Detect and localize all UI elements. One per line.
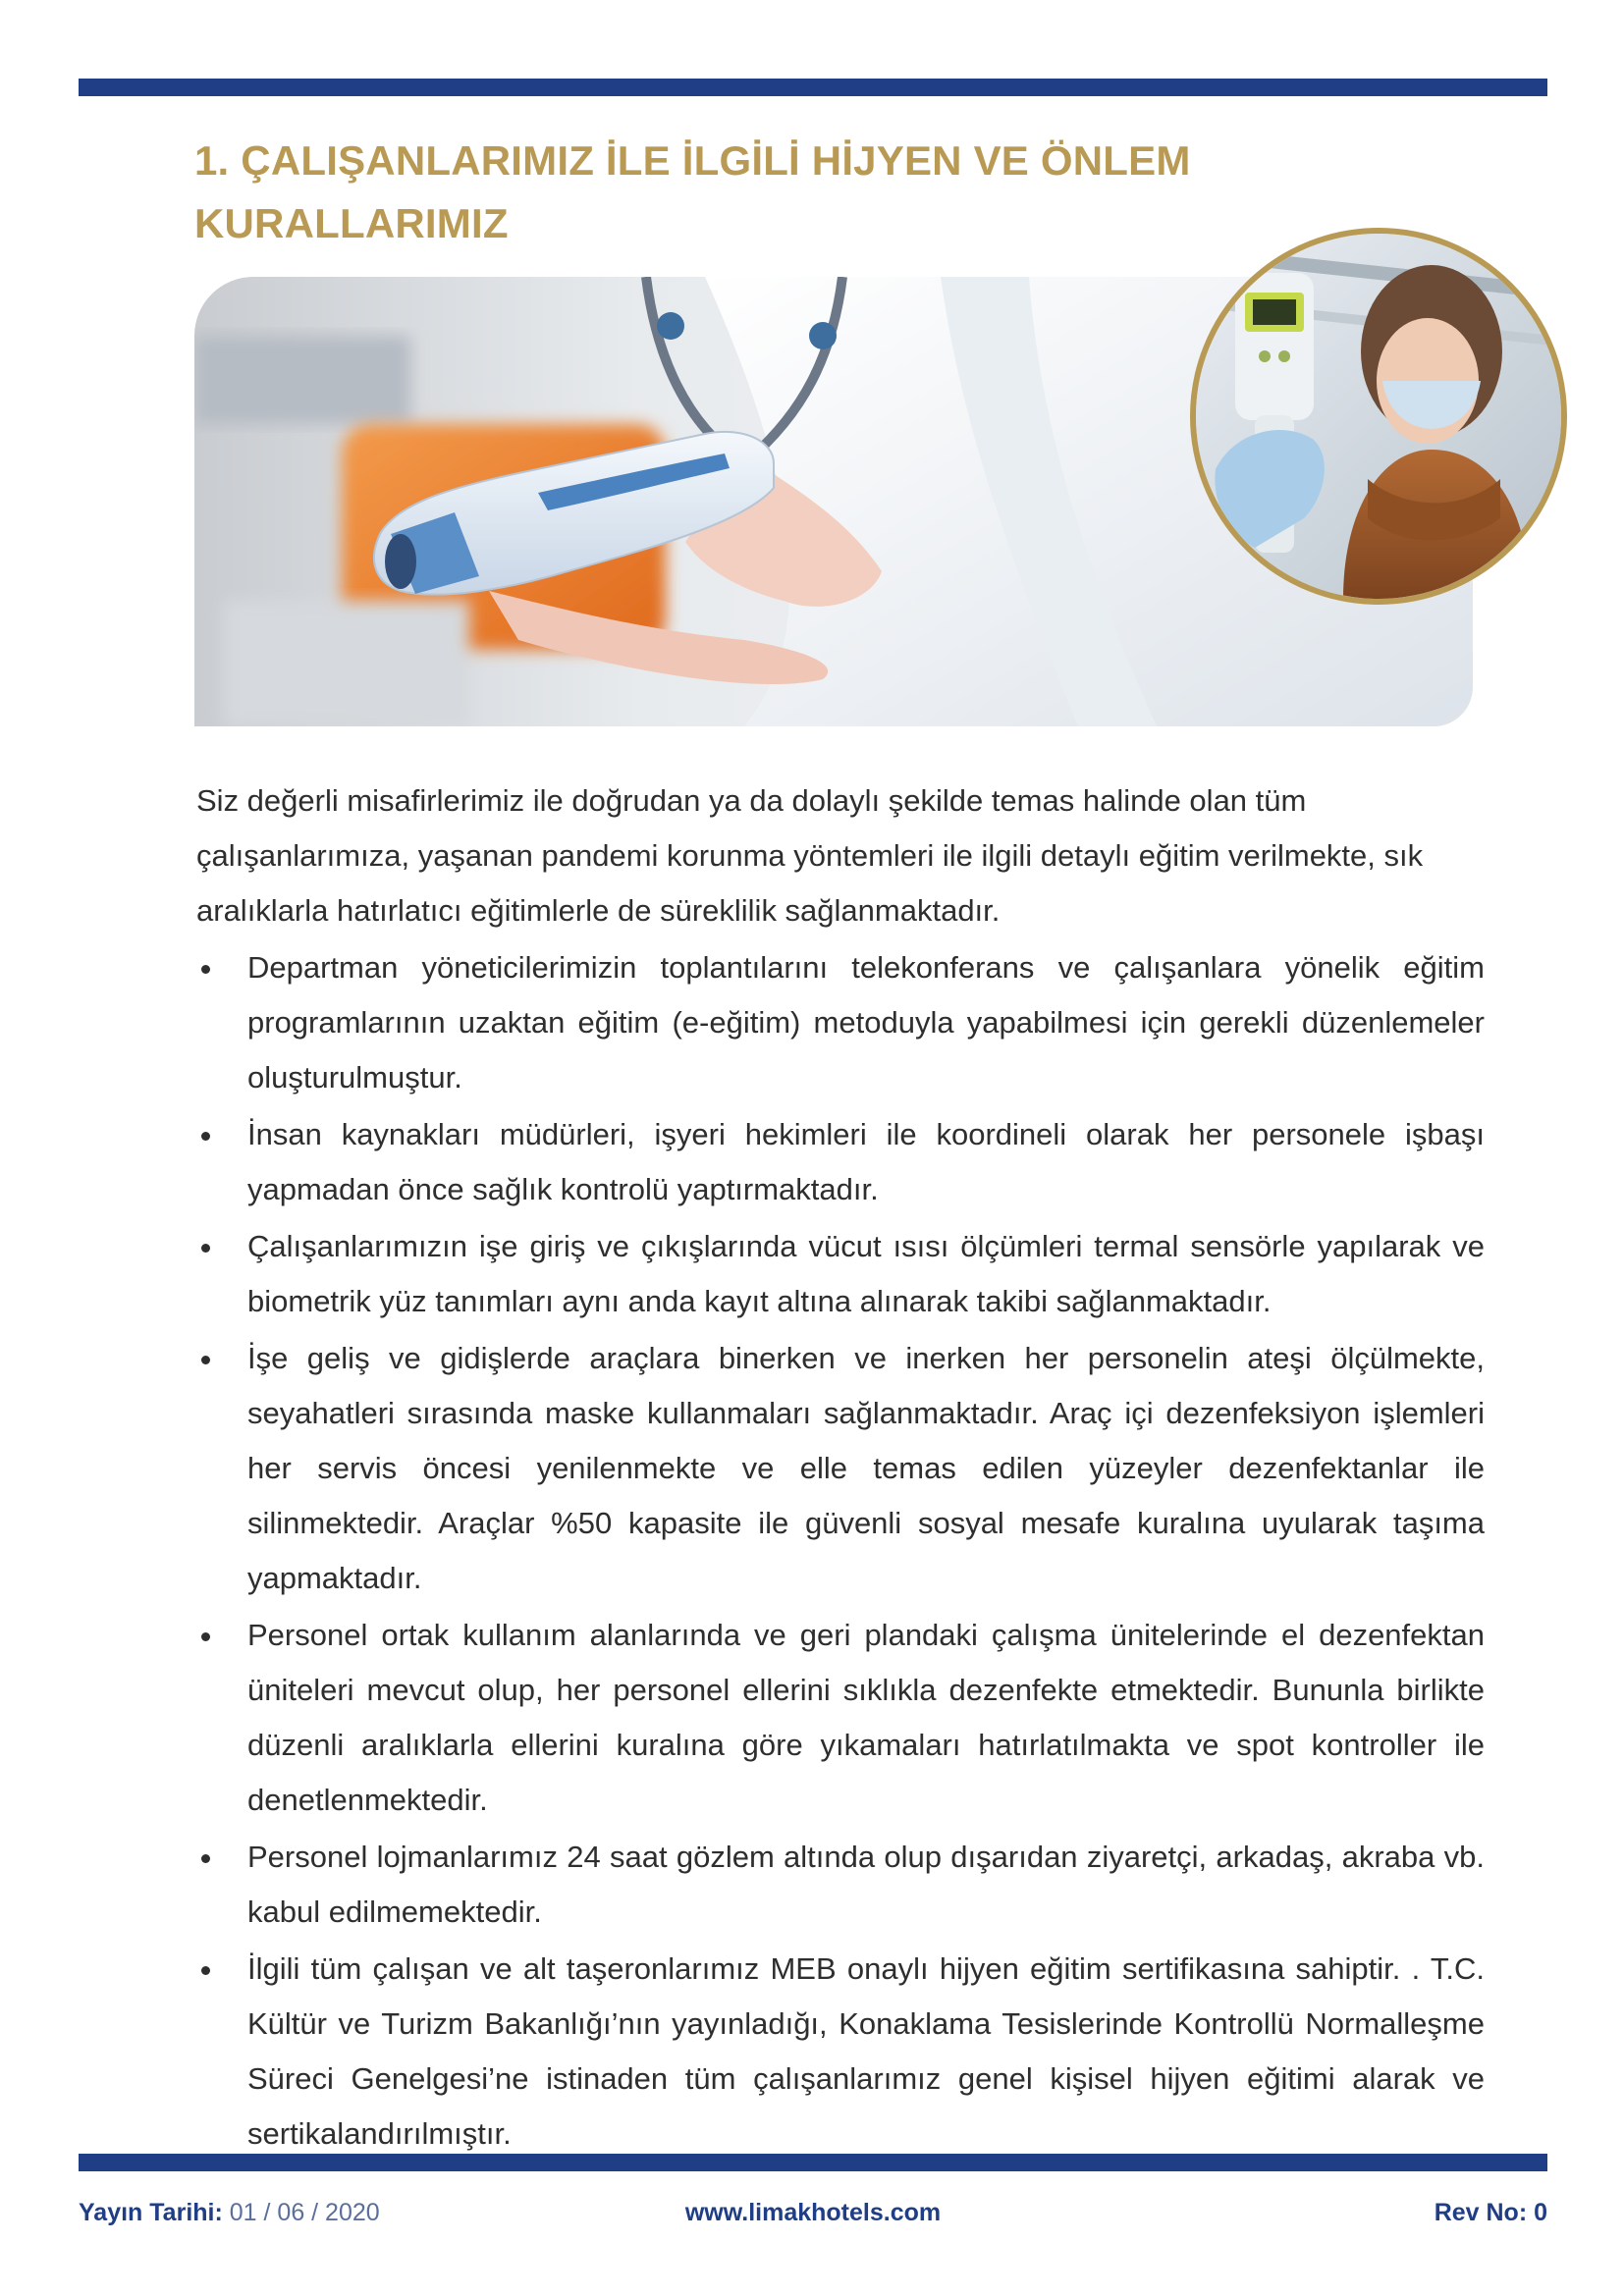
list-item-text: Personel lojmanlarımız 24 saat gözlem altında olup dışarıdan ziyaretçi, arkadaş, akraba vb. kabul edilmemektedir. [247,1840,1485,1929]
page-footer [79,2199,1547,2238]
bullet-dot-icon [201,965,210,974]
list-item [196,1219,1485,1329]
list-item [196,1830,1485,1940]
list-item [196,940,1485,1105]
temperature-check-image [1190,228,1567,605]
list-item [196,1107,1485,1217]
list-item-text: İşe geliş ve gidişlerde araçlara binerken ve inerken her personelin ateşi ölçülmekte, seyahatleri sırasında maske kullanmaları sağlanmaktadır. Araç içi dezenfeksiyon işlemleri her servis öncesi yenilenmekte ve elle temas edilen yüzeyler dezenfektanlar ile silinmektedir. Araçlar %50 kapasite ile güvenli sosyal mesafe kuralına uyularak taşıma yapmaktadır. [247,1341,1485,1595]
body-content [196,774,1485,2162]
list-item [196,1331,1485,1606]
bullet-dot-icon [201,1966,210,1975]
bullet-dot-icon [201,1356,210,1364]
bullet-dot-icon [201,1132,210,1141]
bullet-dot-icon [201,1854,210,1863]
revision-number: Rev No: 0 [1434,2199,1547,2226]
bottom-rule [79,2154,1547,2171]
list-item [196,1608,1485,1828]
top-rule [79,79,1547,96]
publish-date-value: 01 / 06 / 2020 [229,2199,380,2226]
list-item [196,1942,1485,2162]
page-title: 1. ÇALIŞANLARIMIZ İLE İLGİLİ HİJYEN VE ÖNLEM KURALLARIMIZ [194,137,1191,246]
list-item-text: İlgili tüm çalışan ve alt taşeronlarımız MEB onaylı hijyen eğitim sertifikasına sahiptir. . T.C. Kültür ve Turizm Bakanlığı’nın yayınladığı, Konaklama Tesislerinde Kontrollü Normalleşme Süreci Genelgesi’ne istinaden tüm çalışanlarımız genel kişisel hijyen eğitimi alarak ve sertikalandırılmıştır. [247,1951,1485,2151]
list-item-text: Çalışanlarımızın işe giriş ve çıkışlarında vücut ısısı ölçümleri termal sensörle yapılarak ve biometrik yüz tanımları aynı anda kayıt altına alınarak takibi sağlanmaktadır. [247,1229,1485,1318]
list-item-text: Personel ortak kullanım alanlarında ve geri plandaki çalışma ünitelerinde el dezenfektan üniteleri mevcut olup, her personel ellerini sıklıkla dezenfekte etmektedir. Bununla birlikte düzenli aralıklarla ellerini kuralına göre yıkamaları hatırlatılmakta ve spot kontroller ile denetlenmektedir. [247,1618,1485,1817]
list-item-text: Departman yöneticilerimizin toplantılarını telekonferans ve çalışanlara yönelik eğitim programlarının uzaktan eğitim (e-eğitim) metoduyla yapabilmesi için gerekli düzenlemeler oluşturulmuştur. [247,950,1485,1095]
list-item-text: İnsan kaynakları müdürleri, işyeri hekimleri ile koordineli olarak her personele işbaşı yapmadan önce sağlık kontrolü yaptırmaktadır. [247,1117,1485,1206]
website-link[interactable]: www.limakhotels.com [684,2199,942,2226]
measures-list [196,940,1485,2162]
intro-paragraph: Siz değerli misafirlerimiz ile doğrudan ya da dolaylı şekilde temas halinde olan tüm çalışanlarımıza, yaşanan pandemi korunma yöntemleri ile ilgili detaylı eğitim verilmekte, sık aralıklarla hatırlatıcı eğitimlerle de süreklilik sağlanmaktadır. [196,783,1424,928]
publish-date-label: Yayın Tarihi: [79,2199,223,2226]
bullet-dot-icon [201,1632,210,1641]
bullet-dot-icon [201,1244,210,1253]
